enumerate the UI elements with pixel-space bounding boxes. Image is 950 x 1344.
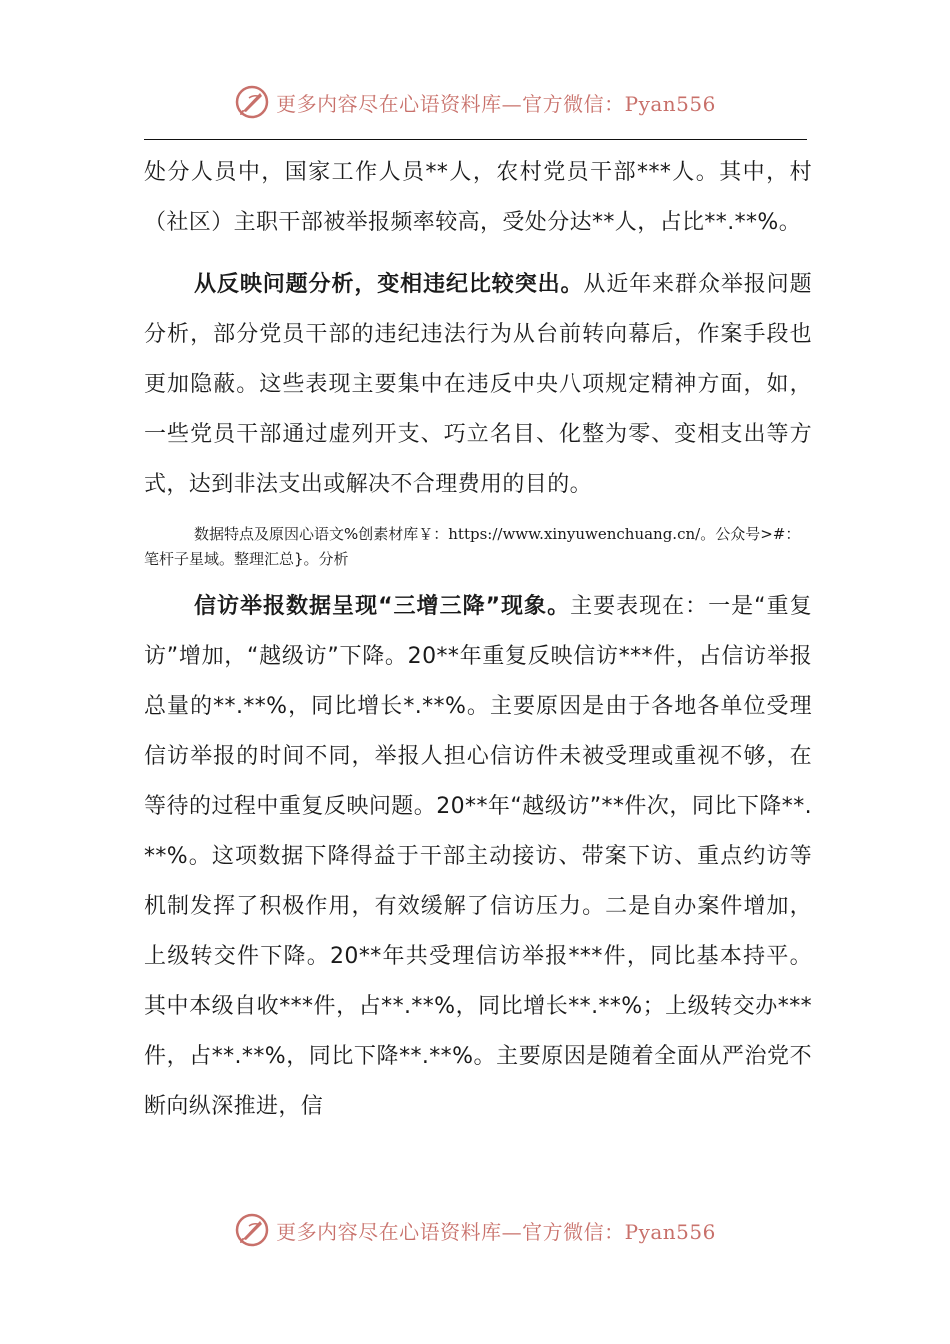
document-body — [144, 148, 812, 1132]
paragraph-2 — [144, 260, 812, 510]
note-prefix: 数据特点及原因心语文%创素材库￥： — [194, 525, 449, 543]
quill-logo-icon — [234, 84, 270, 120]
quill-logo-icon — [234, 1212, 270, 1248]
paragraph-1: 处分人员中，国家工作人员**人，农村党员干部***人。其中，村（社区）主职干部被举报频率较高，受处分达**人，占比**.**%。 — [144, 160, 812, 235]
note-suffix: 。公众号>#：笔杆子星域。整理汇总}。分析 — [144, 525, 801, 568]
paragraph-3 — [144, 582, 812, 1132]
header-divider — [144, 139, 807, 140]
paragraph-2-text: 从近年来群众举报问题分析，部分党员干部的违纪违法行为从台前转向幕后，作案手段也更加隐蔽。这些表现主要集中在违反中央八项规定精神方面，如，一些党员干部通过虚列开支、巧立名目、化整为零、变相支出等方式，达到非法支出或解决不合理费用的目的。 — [144, 272, 812, 497]
banner-text: 更多内容尽在心语资料库—官方微信：Pyan556 — [276, 1219, 716, 1244]
note-url: https://www.xinyuwenchuang.cn/ — [448, 525, 701, 543]
paragraph-3-text: 主要表现在：一是“重复访”增加，“越级访”下降。20**年重复反映信访***件，占信访举报总量的**.**%，同比增长*.**%。主要原因是由于各地各单位受理信访举报的时间不同，举报人担心信访件未被受理或重视不够，在等待的过程中重复反映问题。20**年“越级访”**件次，同比下降**.**%。这项数据下降得益于干部主动接访、带案下访、重点约访等机制发挥了积极作用，有效缓解了信访压力。二是自办案件增加，上级转交件下降。20**年共受理信访举报***件，同比基本持平。其中本级自收***件，占**.**%，同比增长**.**%；上级转交办***件，占**.**%，同比下降**.**%。主要原因是随着全面从严治党不断向纵深推进，信 — [144, 594, 812, 1119]
banner-text: 更多内容尽在心语资料库—官方微信：Pyan556 — [276, 91, 716, 116]
header-banner — [0, 80, 950, 124]
paragraph-3-heading: 信访举报数据呈现“三增三降”现象。 — [194, 594, 571, 619]
footer-banner — [0, 1208, 950, 1252]
source-note — [144, 522, 812, 572]
paragraph-2-heading: 从反映问题分析，变相违纪比较突出。 — [194, 272, 584, 297]
